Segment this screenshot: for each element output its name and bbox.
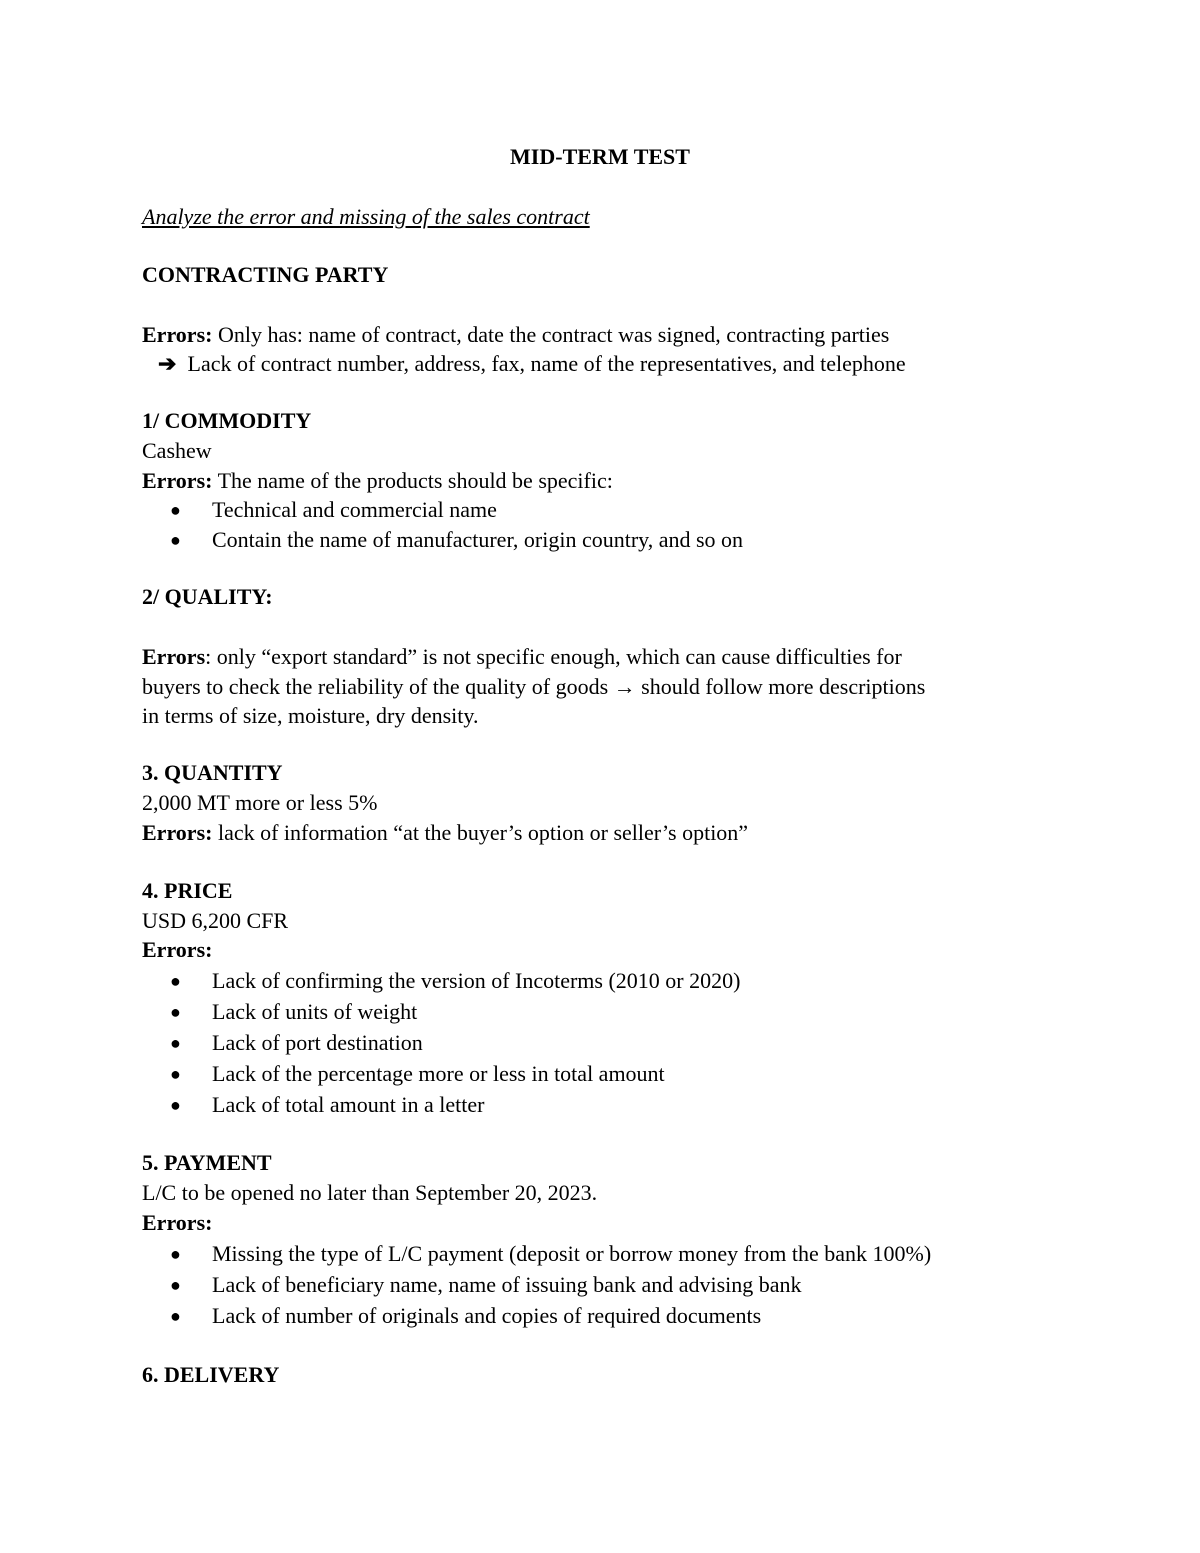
errors-label: Errors: <box>142 468 213 493</box>
section-heading-quality: 2/ QUALITY: <box>142 584 273 609</box>
errors-text: : only “export standard” is not specific enough, which can cause difficulties for <box>205 644 902 669</box>
errors-text: The name of the products should be specific: <box>212 468 613 493</box>
quality-errors-line-1 <box>142 642 902 672</box>
page-title: MID-TERM TEST <box>510 144 690 169</box>
quality-errors-line-2 <box>142 672 925 702</box>
bullet-icon: ● <box>170 1306 181 1326</box>
bullet-icon: ● <box>170 1244 181 1264</box>
errors-text: buyers to check the reliability of the quality of goods <box>142 674 614 699</box>
bullet-icon: ● <box>170 1095 181 1115</box>
section-heading-contracting-party: CONTRACTING PARTY <box>142 262 389 287</box>
quantity-value: 2,000 MT more or less 5% <box>142 790 378 815</box>
list-item-text: Missing the type of L/C payment (deposit or borrow money from the bank 100%) <box>212 1241 932 1266</box>
list-item-text: Lack of port destination <box>212 1030 423 1055</box>
list-item-text: Contain the name of manufacturer, origin country, and so on <box>212 527 744 552</box>
errors-text: Only has: name of contract, date the contract was signed, contracting parties <box>212 322 890 347</box>
errors-text: lack of information “at the buyer’s option or seller’s option” <box>212 820 749 845</box>
list-item-text: Technical and commercial name <box>212 497 497 522</box>
list-item-text: Lack of beneficiary name, name of issuing bank and advising bank <box>212 1272 802 1297</box>
bullet-icon: ● <box>170 971 181 991</box>
page-subtitle: Analyze the error and missing of the sales contract <box>142 204 590 229</box>
section-heading-quantity: 3. QUANTITY <box>142 760 283 785</box>
bullet-icon: ● <box>170 1064 181 1084</box>
price-errors-label: Errors: <box>142 937 213 962</box>
bullet-icon: ● <box>170 1033 181 1053</box>
bullet-icon: ● <box>170 1002 181 1022</box>
list-item-text: Lack of total amount in a letter <box>212 1092 485 1117</box>
section-heading-price: 4. PRICE <box>142 878 233 903</box>
errors-label: Errors <box>142 644 206 669</box>
commodity-value: Cashew <box>142 438 212 463</box>
list-item-text: Lack of confirming the version of Incoterms (2010 or 2020) <box>212 968 741 993</box>
payment-errors-label: Errors: <box>142 1210 213 1235</box>
arrow-right-icon: → <box>613 674 636 699</box>
list-item-text: Lack of the percentage more or less in total amount <box>212 1061 665 1086</box>
quality-errors-line-3: in terms of size, moisture, dry density. <box>142 703 479 728</box>
contracting-party-conclusion <box>158 349 906 379</box>
arrow-right-icon: ➔ <box>158 351 177 376</box>
list-item-text: Lack of number of originals and copies of required documents <box>212 1303 762 1328</box>
section-heading-payment: 5. PAYMENT <box>142 1150 272 1175</box>
bullet-icon: ● <box>170 1275 181 1295</box>
contracting-party-errors <box>142 320 889 350</box>
errors-label: Errors: <box>142 820 213 845</box>
payment-value: L/C to be opened no later than September 20, 2023. <box>142 1180 598 1205</box>
bullet-icon: ● <box>170 500 181 520</box>
commodity-errors <box>142 466 613 496</box>
quantity-errors <box>142 818 748 848</box>
section-heading-commodity: 1/ COMMODITY <box>142 408 312 433</box>
errors-label: Errors: <box>142 322 213 347</box>
price-value: USD 6,200 CFR <box>142 908 289 933</box>
list-item-text: Lack of units of weight <box>212 999 418 1024</box>
bullet-icon: ● <box>170 530 181 550</box>
errors-text: should follow more descriptions <box>635 674 926 699</box>
section-heading-delivery: 6. DELIVERY <box>142 1362 280 1387</box>
conclusion-text: Lack of contract number, address, fax, name of the representatives, and telephone <box>182 351 906 376</box>
